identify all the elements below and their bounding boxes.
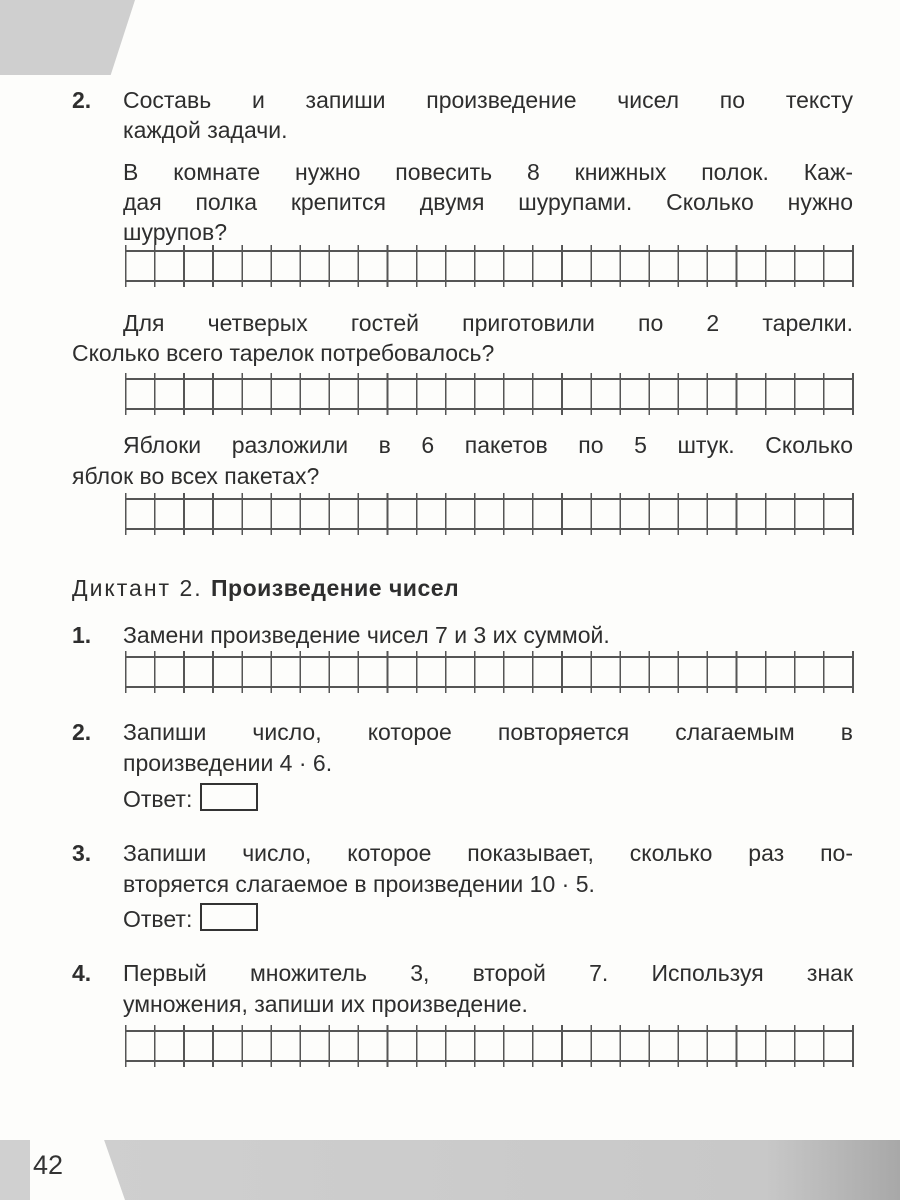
- page-corner-decoration: [0, 0, 135, 75]
- answer-grid[interactable]: [125, 250, 852, 282]
- problem-text: шурупов?: [123, 219, 227, 245]
- item-text: Запиши число, которое повторяется слагаемым в: [123, 719, 853, 745]
- answer-grid[interactable]: [125, 656, 852, 688]
- dictation-heading: [72, 573, 459, 603]
- task-instruction: Составь и запиши произведение чисел по тексту: [123, 87, 853, 113]
- problem-text: В комнате нужно повесить 8 книжных полок. Каж-: [123, 159, 853, 185]
- answer-grid[interactable]: [125, 378, 852, 410]
- footer-band: [0, 1140, 900, 1200]
- item-text: произведении 4 · 6.: [123, 750, 333, 776]
- task-instruction: каждой задачи.: [123, 117, 288, 143]
- answer-label: Ответ:: [123, 906, 193, 932]
- dictation-title: Произведение чисел: [211, 575, 460, 601]
- item-number: 3.: [72, 840, 92, 866]
- problem-text: яблок во всех пакетах?: [72, 463, 320, 489]
- item-text: умножения, запиши их произведение.: [123, 991, 528, 1017]
- answer-grid[interactable]: [125, 498, 852, 530]
- item-text: Запиши число, которое показывает, сколько раз по-: [123, 840, 853, 866]
- dictation-label: Диктант 2.: [72, 575, 203, 601]
- answer-grid[interactable]: [125, 1030, 852, 1062]
- problem-text: дая полка крепится двумя шурупами. Сколько нужно: [123, 189, 853, 215]
- task-number: 2.: [72, 87, 92, 113]
- problem-text: Сколько всего тарелок потребовалось?: [72, 340, 495, 366]
- answer-row: [123, 903, 258, 934]
- item-text: вторяется слагаемое в произведении 10 · 5.: [123, 871, 595, 897]
- problem-text: Для четверых гостей приготовили по 2 тарелки.: [123, 310, 853, 336]
- item-number: 2.: [72, 719, 92, 745]
- answer-label: Ответ:: [123, 786, 193, 812]
- answer-box[interactable]: [200, 903, 258, 931]
- problem-text: Яблоки разложили в 6 пакетов по 5 штук. Сколько: [123, 432, 853, 458]
- item-text: Первый множитель 3, второй 7. Используя знак: [123, 960, 853, 986]
- item-text: Замени произведение чисел 7 и 3 их суммой.: [123, 622, 610, 648]
- item-number: 1.: [72, 622, 92, 648]
- answer-row: [123, 783, 258, 814]
- page-number: 42: [33, 1150, 64, 1180]
- item-number: 4.: [72, 960, 92, 986]
- answer-box[interactable]: [200, 783, 258, 811]
